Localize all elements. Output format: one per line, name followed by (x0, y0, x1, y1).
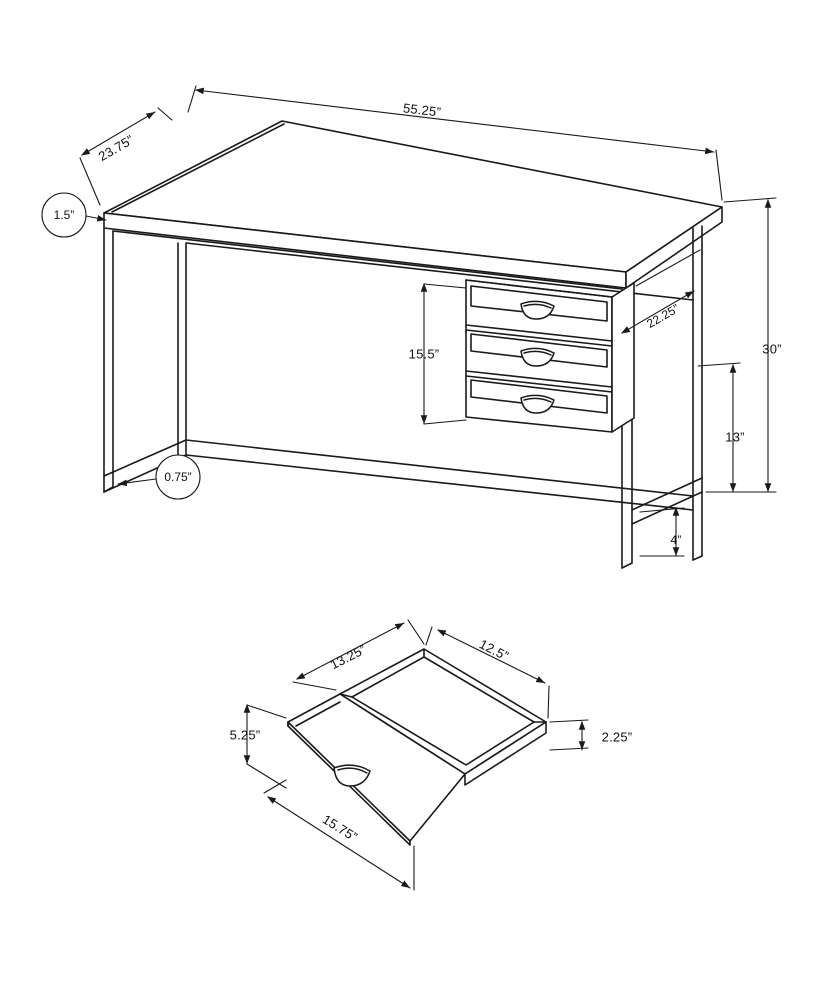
dim-label-thickness: 1.5” (53, 208, 75, 222)
dim-label-height: 30” (762, 341, 782, 357)
dim-label-drawer-side-height: 2.25” (601, 729, 633, 745)
dim-label-foot-height: 4” (670, 533, 682, 547)
dim-label-drawer-front-width: 15.75” (319, 811, 361, 845)
dim-label-drawer-inner-depth: 12.5” (476, 636, 512, 664)
dim-label-drawer-bank-depth: 22.25” (644, 301, 682, 331)
dim-label-drawer-front-height: 5.25” (229, 727, 261, 743)
dim-label-depth: 23.75” (95, 131, 137, 165)
dim-label-shelf-height: 13” (725, 429, 745, 445)
dim-label-drawer-inner-width: 13.25” (327, 641, 369, 673)
dim-label-drawer-bank-height: 15.5” (408, 346, 440, 362)
dim-label-tube: 0.75” (164, 470, 192, 484)
dim-label-width: 55.25” (402, 100, 442, 120)
desk-top (104, 121, 722, 288)
